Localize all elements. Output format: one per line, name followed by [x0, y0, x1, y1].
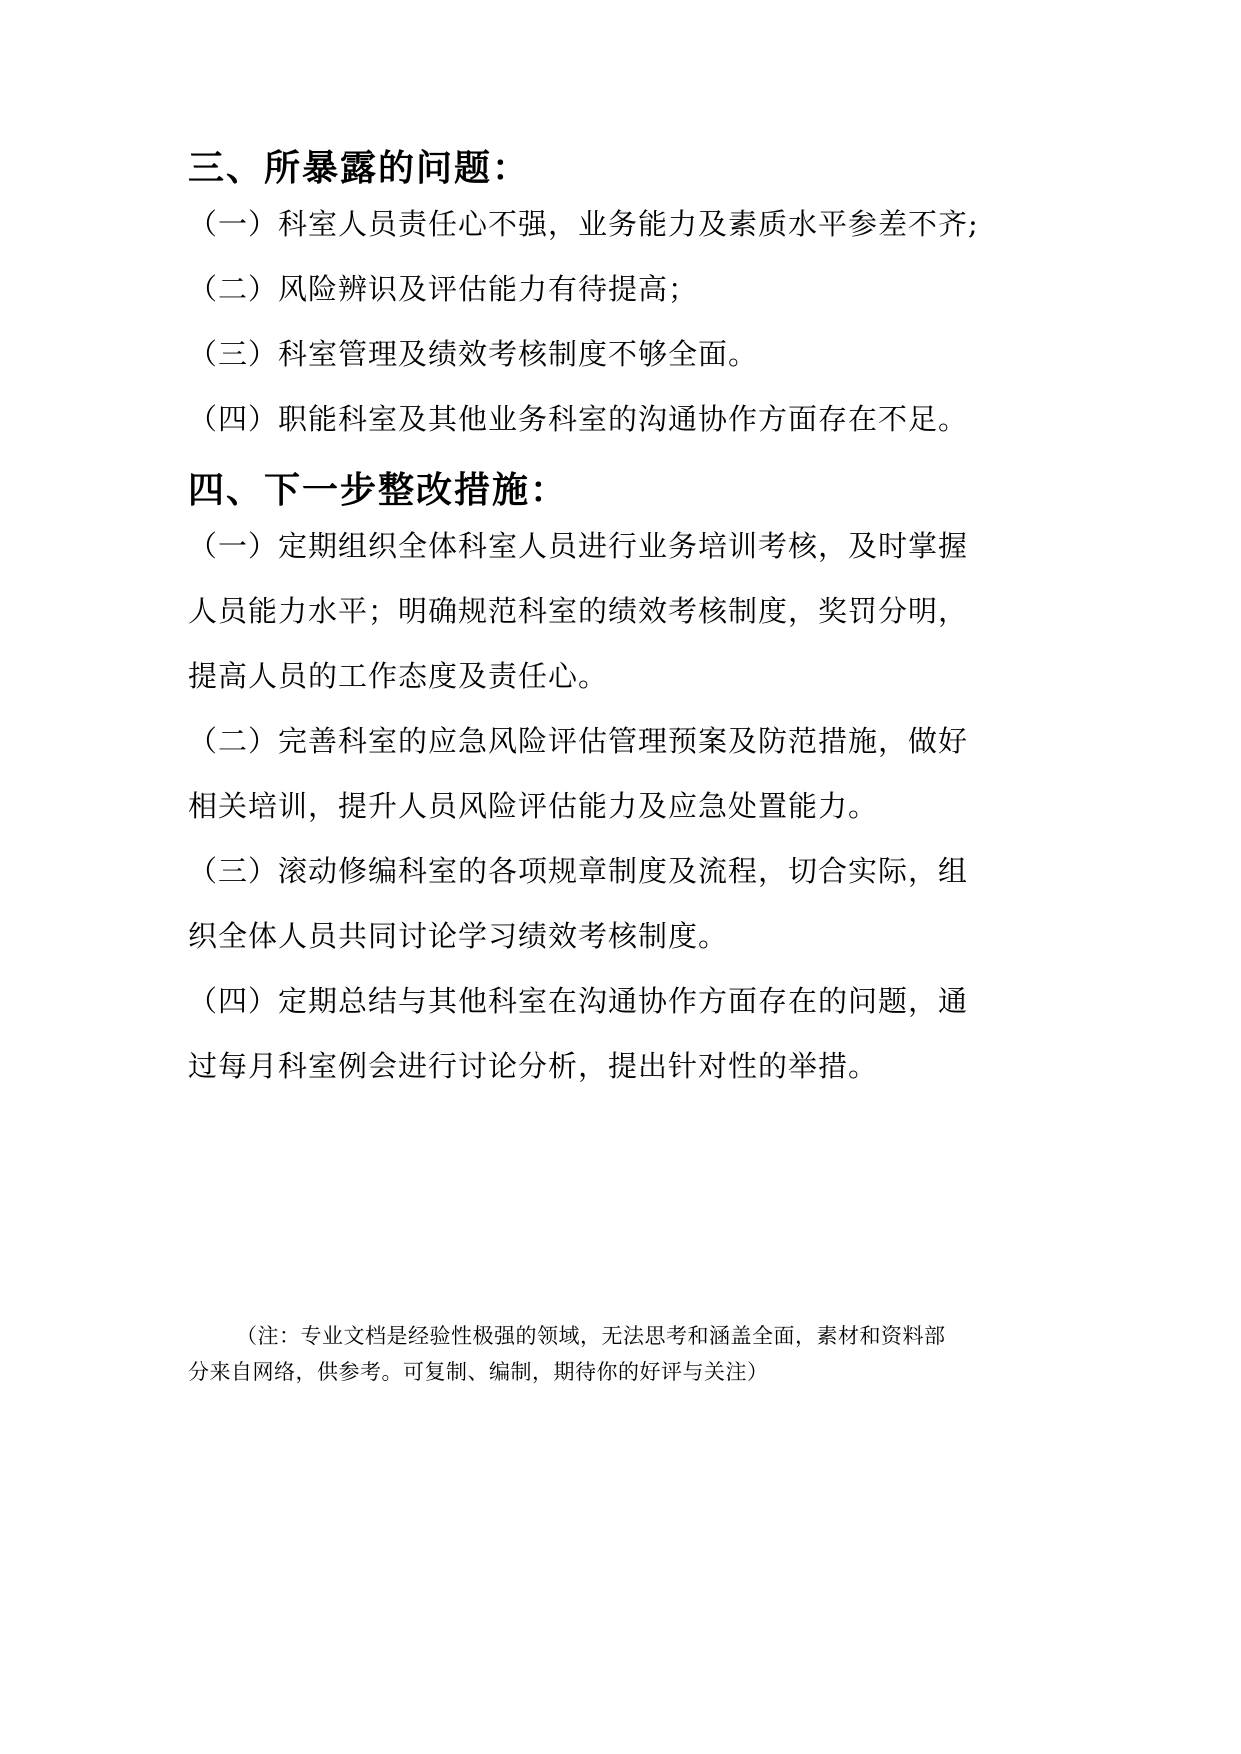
footnote-line-2: 分来自网络，供参考。可复制、编制，期待你的好评与关注） [188, 1360, 769, 1384]
problem-item-3: （三）科室管理及绩效考核制度不够全面。 [188, 337, 759, 371]
section-title-measures: 四、下一步整改措施： [188, 469, 569, 511]
measure-2-line-1: （二）完善科室的应急风险评估管理预案及防范措施，做好 [188, 724, 969, 758]
measure-2-line-2: 相关培训，提升人员风险评估能力及应急处置能力。 [188, 789, 879, 823]
measure-1-line-3: 提高人员的工作态度及责任心。 [188, 659, 609, 693]
measure-4-line-2: 过每月科室例会进行讨论分析，提出针对性的举措。 [188, 1049, 879, 1083]
measure-paragraph-2 [188, 709, 1068, 839]
footnote [188, 1318, 1068, 1390]
problem-item-2: （二）风险辨识及评估能力有待提高； [188, 272, 699, 306]
footnote-line-1: （注：专业文档是经验性极强的领域，无法思考和涵盖全面，素材和资料部 [236, 1324, 946, 1348]
section-title-problems: 三、所暴露的问题： [188, 147, 531, 189]
measure-paragraph-3 [188, 839, 1068, 969]
measure-1-line-1: （一）定期组织全体科室人员进行业务培训考核，及时掌握 [188, 529, 969, 563]
document-body [188, 148, 1068, 1099]
measure-1-line-2: 人员能力水平；明确规范科室的绩效考核制度，奖罚分明， [188, 594, 969, 628]
measure-3-line-1: （三）滚动修编科室的各项规章制度及流程，切合实际，组 [188, 854, 969, 888]
problem-item-4: （四）职能科室及其他业务科室的沟通协作方面存在不足。 [188, 402, 969, 436]
problem-item-1: （一）科室人员责任心不强，业务能力及素质水平参差不齐; [188, 207, 979, 241]
measure-paragraph-1 [188, 514, 1068, 709]
measure-paragraph-4 [188, 969, 1068, 1099]
measure-3-line-2: 织全体人员共同讨论学习绩效考核制度。 [188, 919, 729, 953]
measure-4-line-1: （四）定期总结与其他科室在沟通协作方面存在的问题，通 [188, 984, 969, 1018]
